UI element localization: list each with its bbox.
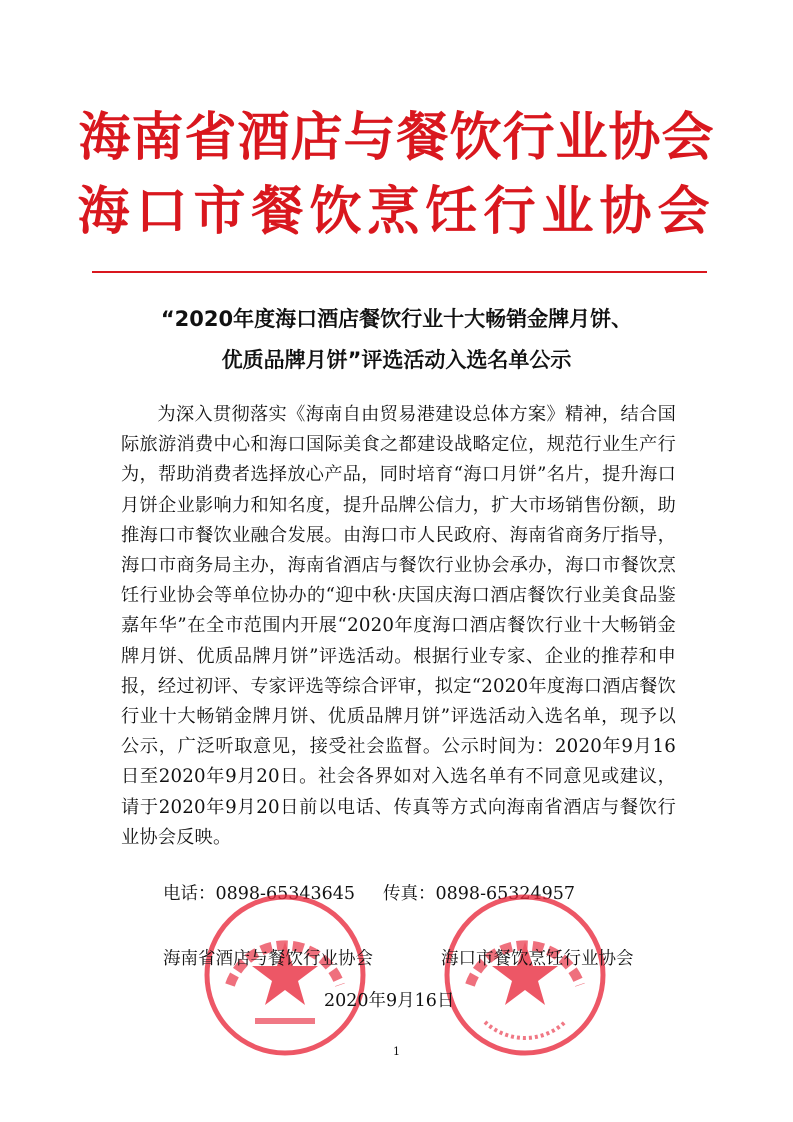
body-paragraph: 为深入贯彻落实《海南自由贸易港建设总体方案》精神，结合国际旅游消费中心和海口国际美食之都建设战略定位，规范行业生产行为，帮助消费者选择放心产品，同时培育“海口月饼”名片，提升海口月饼企业影响力和知名度，提升品牌公信力，扩大市场销售份额，助推海口市餐饮业融合发展。由海口市人民政府、海南省商务厅指导，海口市商务局主办，海南省酒店与餐饮行业协会承办，海口市餐饮烹饪行业协会等单位协办的“迎中秋·庆国庆海口酒店餐饮行业美食品鉴嘉年华”在全市范围内开展“2020年度海口酒店餐饮行业十大畅销金牌月饼、优质品牌月饼”评选活动。根据行业专家、企业的推荐和申报，经过初评、专家评选等综合评审，拟定“2020年度海口酒店餐饮行业十大畅销金牌月饼、优质品牌月饼”评选活动入选名单，现予以公示，广泛听取意见，接受社会监督。公示时间为：2020年9月16日至2020年9月20日。社会各界如对入选名单有不同意见或建议，请于2020年9月20日前以电话、传真等方式向海南省酒店与餐饮行业协会反映。: [121, 404, 676, 848]
page-number: 1: [393, 1045, 400, 1058]
document-body: [121, 400, 676, 853]
fax-number: 传真：0898-65324957: [383, 884, 576, 904]
header-org-title-2: 海口市餐饮烹饪行业协会: [77, 181, 716, 242]
document-title-line-1: “2020年度海口酒店餐饮行业十大畅销金牌月饼、: [160, 307, 633, 331]
header-divider: [92, 271, 707, 273]
header-org-title-1: 海南省酒店与餐饮行业协会: [78, 107, 715, 168]
phone-number: 电话：0898-65343645: [163, 884, 356, 904]
seal-1-stamp-icon: [200, 890, 370, 1060]
signature-org-2: 海口市餐饮烹饪行业协会: [441, 949, 634, 969]
seal-2-stamp-icon: [440, 890, 610, 1060]
signature-org-1: 海南省酒店与餐饮行业协会: [163, 949, 373, 969]
document-title-line-2: 优质品牌月饼”评选活动入选名单公示: [221, 348, 572, 372]
signature-date: 2020年9月16日: [324, 991, 455, 1011]
